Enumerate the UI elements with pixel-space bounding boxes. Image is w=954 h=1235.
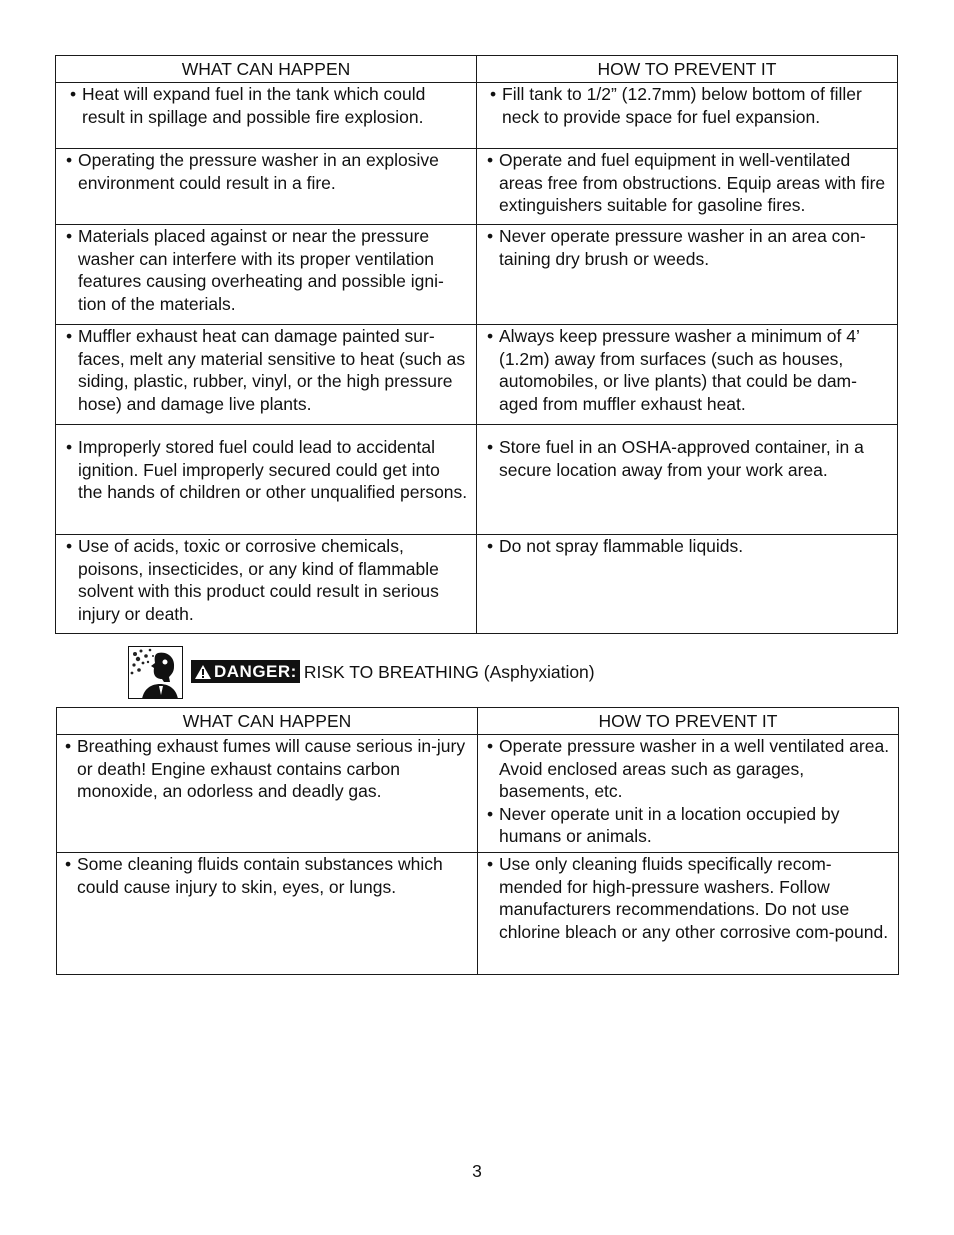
table-row [56,325,898,425]
prevent-cell: • Operate and fuel equipment in well-ventilated areas free from obstructions. Equip areas with fire extinguishers suitable for gasoline fires. [477,149,898,225]
hazard-table-breathing [56,707,899,975]
happen-text: Materials placed against or near the pressure washer can interfere with its proper ventilation features causing overheating and possible igni-tion of the materials. [78,226,444,314]
hazard-table-fire [55,55,898,634]
prevent-text: Fill tank to 1/2” (12.7mm) below bottom of filler neck to provide space for fuel expansion. [502,84,862,127]
prevent-text: Store fuel in an OSHA-approved container, in a secure location away from your work area. [499,437,864,480]
prevent-text: Never operate pressure washer in an area con-taining dry brush or weeds. [499,226,866,269]
breathing-hazard-icon [128,646,183,699]
happen-text: Some cleaning fluids contain substances which could cause injury to skin, eyes, or lungs. [77,854,443,897]
column-header-what-can-happen: WHAT CAN HAPPEN [56,56,477,83]
danger-label: RISK TO BREATHING (Asphyxiation) [303,662,595,683]
column-header-how-to-prevent: HOW TO PREVENT IT [477,56,898,83]
prevent-text: Never operate unit in a location occupied by humans or animals. [499,803,840,846]
table-row [57,853,899,975]
table-row [57,735,899,853]
prevent-cell: • Use only cleaning fluids specifically recom-mended for high-pressure washers. Follow manufacturers recommendations. Do not use chlorine bleach or any other corrosive com-pound. [478,853,899,975]
prevent-text: Do not spray flammable liquids. [499,536,744,556]
prevent-cell: • Fill tank to 1/2” (12.7mm) below bottom of filler neck to provide space for fuel expansion. [477,83,898,149]
table-row [56,425,898,535]
happen-cell: • Operating the pressure washer in an explosive environment could result in a fire. [56,149,477,225]
prevent-text: Operate pressure washer in a well ventilated area. Avoid enclosed areas such as garages, basements, etc. [499,736,890,801]
table-header-row [56,56,898,83]
happen-cell: • Breathing exhaust fumes will cause serious in-jury or death! Engine exhaust contains carbon monoxide, an odorless and deadly gas. [57,735,478,853]
happen-text: Operating the pressure washer in an explosive environment could result in a fire. [78,150,439,193]
table-row [56,149,898,225]
prevent-cell: • Do not spray flammable liquids. [477,535,898,634]
page-number: 3 [472,1161,482,1181]
happen-cell: • Muffler exhaust heat can damage painted sur-faces, melt any material sensitive to heat (such as siding, plastic, rubber, vinyl, or the high pressure hose) and damage live plants. [56,325,477,425]
table-header-row [57,708,899,735]
danger-heading [128,645,595,700]
table-row [56,225,898,325]
happen-text: Heat will expand fuel in the tank which could result in spillage and possible fire explosion. [82,84,426,127]
happen-cell: • Materials placed against or near the pressure washer can interfere with its proper ventilation features causing overheating and possible igni-tion of the materials. [56,225,477,325]
prevent-cell: • Never operate pressure washer in an area con-taining dry brush or weeds. [477,225,898,325]
prevent-cell: • Always keep pressure washer a minimum of 4’ (1.2m) away from surfaces (such as houses, automobiles, or live plants) that could be dam-aged from muffler exhaust heat. [477,325,898,425]
happen-cell: • Some cleaning fluids contain substances which could cause injury to skin, eyes, or lungs. [57,853,478,975]
prevent-cell: • Operate pressure washer in a well ventilated area. Avoid enclosed areas such as garages, basements, etc. • Never operate unit in a location occupied by humans or animals. [478,735,899,853]
danger-badge-text: DANGER: [214,662,297,681]
warning-triangle-icon [194,664,212,680]
prevent-text: Always keep pressure washer a minimum of 4’ (1.2m) away from surfaces (such as houses, automobiles, or live plants) that could be dam-aged from muffler exhaust heat. [499,326,860,414]
prevent-cell: • Store fuel in an OSHA-approved container, in a secure location away from your work area. [477,425,898,535]
happen-text: Improperly stored fuel could lead to accidental ignition. Fuel improperly secured could get into the hands of children or other unqualified persons. [78,437,468,502]
table-row [56,535,898,634]
table-row [56,83,898,149]
happen-text: Muffler exhaust heat can damage painted sur-faces, melt any material sensitive to heat (such as siding, plastic, rubber, vinyl, or the high pressure hose) and damage live plants. [78,326,466,414]
danger-badge [191,660,300,683]
happen-cell: • Improperly stored fuel could lead to accidental ignition. Fuel improperly secured could get into the hands of children or other unqualified persons. [56,425,477,535]
happen-cell: • Heat will expand fuel in the tank which could result in spillage and possible fire explosion. [56,83,477,149]
happen-cell: • Use of acids, toxic or corrosive chemicals, poisons, insecticides, or any kind of flammable solvent with this product could result in serious injury or death. [56,535,477,634]
prevent-text: Use only cleaning fluids specifically recom-mended for high-pressure washers. Follow manufacturers recommendations. Do not use chlorine bleach or any other corrosive com-pound. [499,854,889,942]
happen-text: Breathing exhaust fumes will cause serious in-jury or death! Engine exhaust contains carbon monoxide, an odorless and deadly gas. [77,736,466,801]
column-header-what-can-happen: WHAT CAN HAPPEN [57,708,478,735]
column-header-how-to-prevent: HOW TO PREVENT IT [478,708,899,735]
prevent-text: Operate and fuel equipment in well-ventilated areas free from obstructions. Equip areas with fire extinguishers suitable for gasoline fires. [499,150,886,215]
happen-text: Use of acids, toxic or corrosive chemicals, poisons, insecticides, or any kind of flammable solvent with this product could result in serious injury or death. [78,536,439,624]
